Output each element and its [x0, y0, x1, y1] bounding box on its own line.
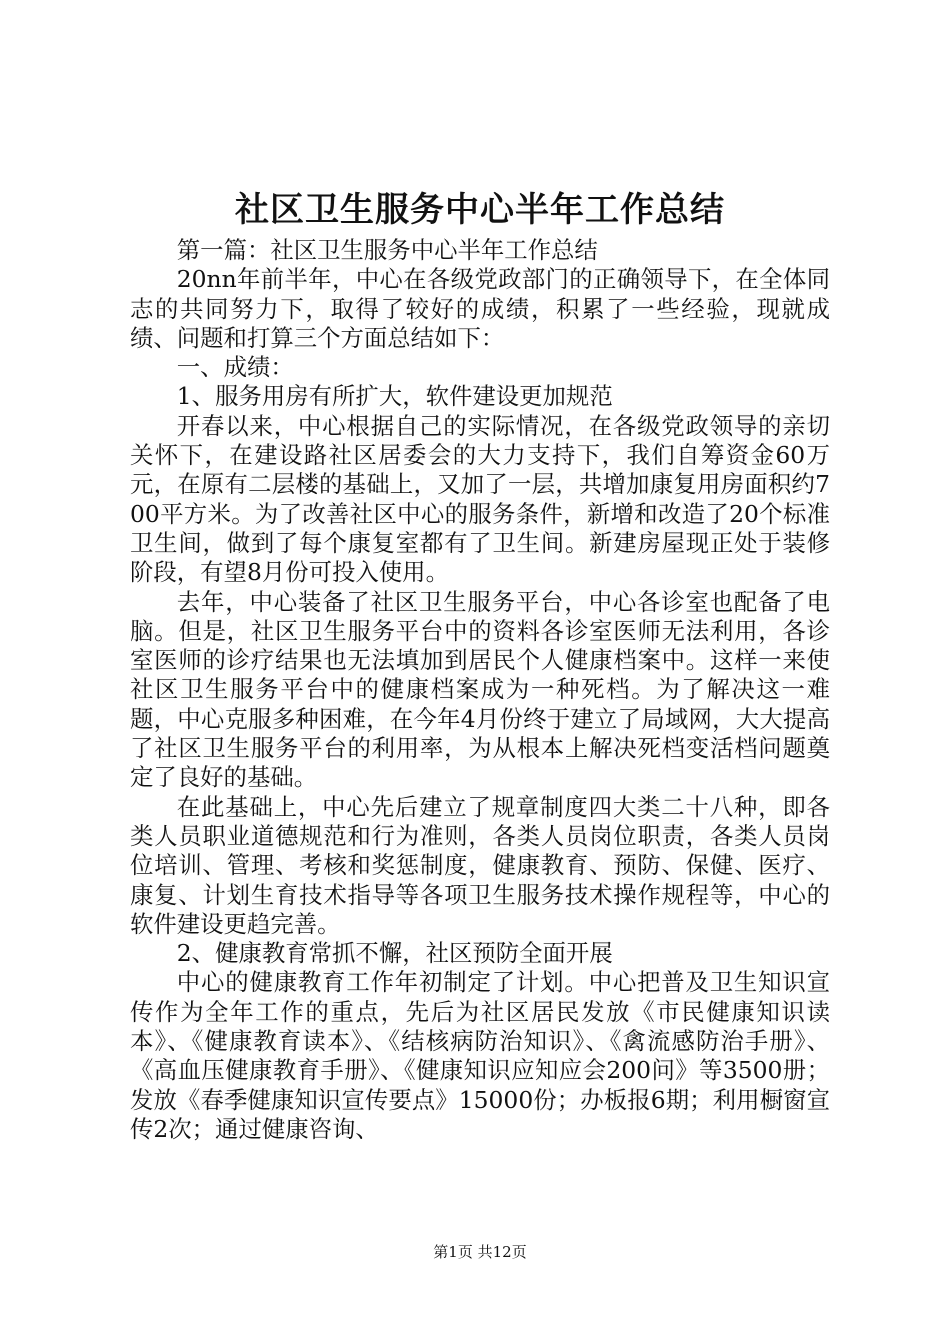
page-footer: 第1页 共12页	[433, 1243, 527, 1261]
body-paragraph: 去年，中心装备了社区卫生服务平台，中心各诊室也配备了电脑。但是，社区卫生服务平台中的资料各诊室医师无法利用，各诊室医师的诊疗结果也无法填加到居民个人健康档案中。这样一来使社区卫生服务平台中的健康档案成为一种死档。为了解决这一难题，中心克服多种困难，在今年4月份终于建立了局域网，大大提高了社区卫生服务平台的利用率，为从根本上解决死档变活档问题奠定了良好的基础。	[130, 587, 830, 792]
body-paragraph: 在此基础上，中心先后建立了规章制度四大类二十八种，即各类人员职业道德规范和行为准则，各类人员岗位职责，各类人员岗位培训、管理、考核和奖惩制度，健康教育、预防、保健、医疗、康复、计划生育技术指导等各项卫生服务技术操作规程等，中心的软件建设更趋完善。	[130, 792, 830, 938]
intro-paragraph: 20nn年前半年，中心在各级党政部门的正确领导下，在全体同志的共同努力下，取得了较好的成绩，积累了一些经验，现就成绩、问题和打算三个方面总结如下：	[130, 265, 830, 352]
section-heading-achievements: 一、成绩：	[176, 353, 294, 382]
document-title: 社区卫生服务中心半年工作总结	[235, 190, 725, 230]
body-paragraph: 开春以来，中心根据自己的实际情况，在各级党政领导的亲切关怀下，在建设路社区居委会的大力支持下，我们自筹资金60万元，在原有二层楼的基础上，又加了一层，共增加康复用房面积约700平方米。为了改善社区中心的服务条件，新增和改造了20个标准卫生间，做到了每个康复室都有了卫生间。新建房屋现正处于装修阶段，有望8月份可投入使用。	[130, 411, 830, 587]
body-paragraph: 中心的健康教育工作年初制定了计划。中心把普及卫生知识宣传作为全年工作的重点，先后为社区居民发放《市民健康知识读本》、《健康教育读本》、《结核病防治知识》、《禽流感防治手册》、《高血压健康教育手册》、《健康知识应知应会200问》等3500册；发放《春季健康知识宣传要点》15000份；办板报6期；利用橱窗宣传2次；通过健康咨询、	[130, 968, 830, 1143]
document-body	[130, 236, 830, 1144]
subsection-heading-1: 1、服务用房有所扩大，软件建设更加规范	[176, 382, 613, 411]
document-page	[130, 0, 830, 1344]
subsection-heading-2: 2、健康教育常抓不懈，社区预防全面开展	[176, 939, 613, 968]
section-heading: 第一篇：社区卫生服务中心半年工作总结	[176, 236, 598, 264]
